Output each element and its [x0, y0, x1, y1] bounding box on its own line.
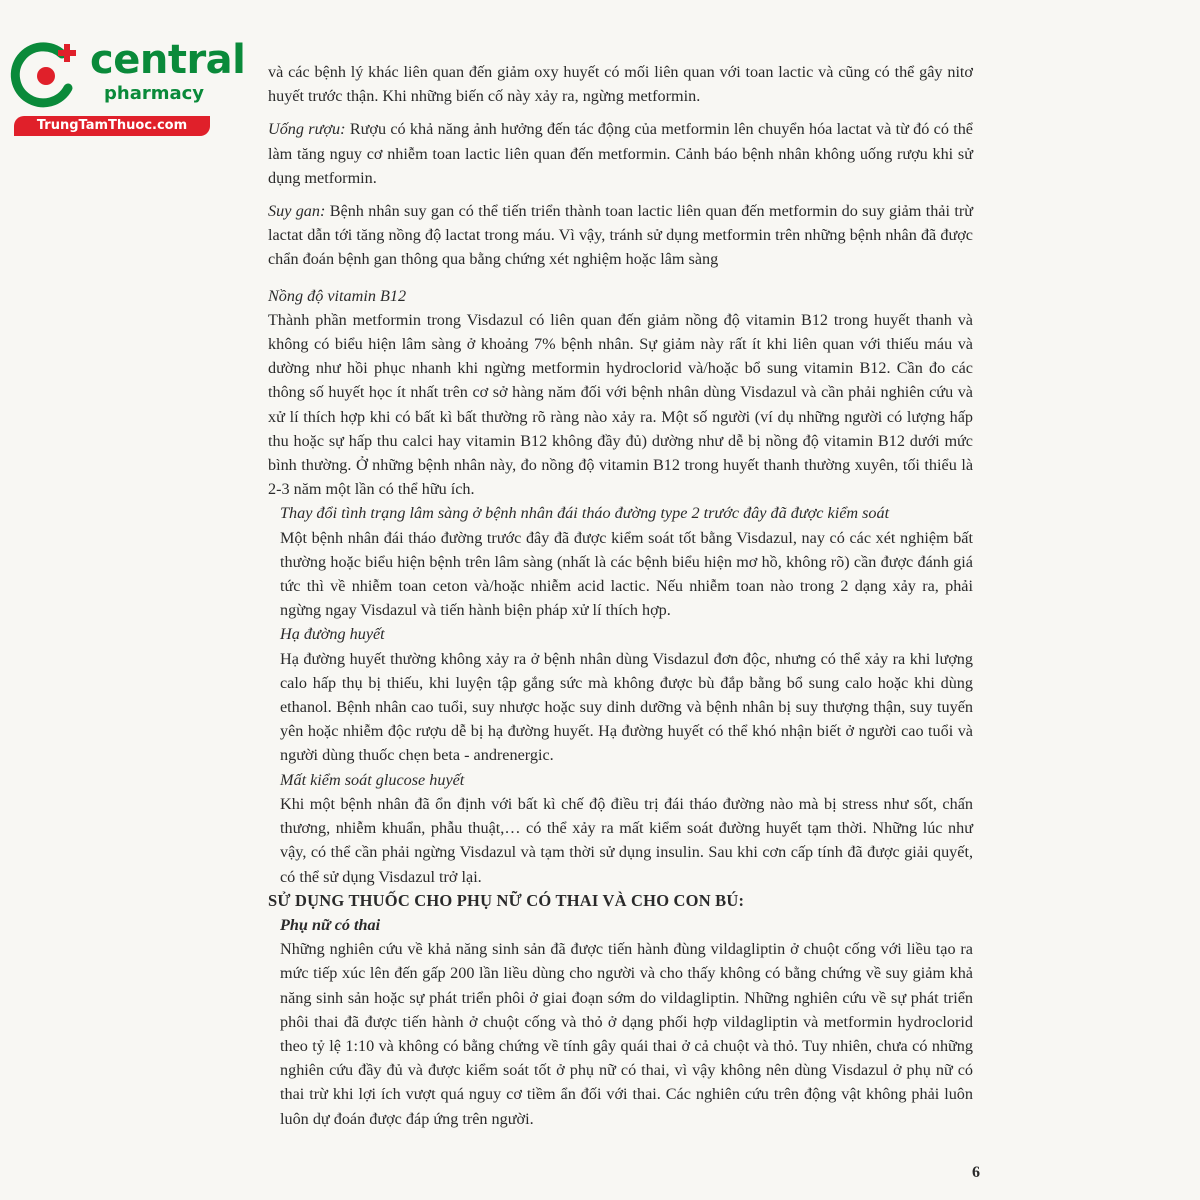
section-heading-pregnancy: SỬ DỤNG THUỐC CHO PHỤ NỮ CÓ THAI VÀ CHO CON BÚ: [268, 890, 745, 910]
label-alcohol: Uống rượu: [268, 120, 346, 139]
logo-website-banner: TrungTamThuoc.com [14, 116, 210, 136]
logo-brand-text: central [90, 37, 246, 83]
heading-clinical-change: Thay đổi tình trạng lâm sàng ở bệnh nhân đái tháo đường type 2 trước đây đã được kiểm soát [280, 504, 890, 523]
heading-pregnant-women: Phụ nữ có thai [280, 915, 381, 934]
paragraph-clinical-change: Một bệnh nhân đái tháo đường trước đây đã được kiểm soát tốt bằng Visdazul, nay có các xét nghiệm bất thường hoặc biểu hiện bệnh trên lâm sàng (nhất là các bệnh biểu hiện mơ hồ, không rõ) cần được đánh giá tức thì về nhiễm toan ceton và/hoặc nhiễm acid lactic. Nếu nhiễm toan nào trong 2 dạng xảy ra, phải ngừng ngay Visdazul và tiến hành biện pháp xử lí thích hợp. [280, 528, 973, 620]
heading-vitamin-b12: Nồng độ vitamin B12 [268, 286, 407, 305]
pharmacy-logo-icon [10, 38, 82, 110]
page-number: 6 [972, 1164, 980, 1181]
paragraph-glucose-control: Khi một bệnh nhân đã ổn định với bất kì chế độ điều trị đái tháo đường nào mà bị stress như sốt, chấn thương, nhiễm khuẩn, phẫu thuật,… có thể xảy ra mất kiểm soát đường huyết tạm thời. Những lúc như vậy, có thể cần phải ngừng Visdazul và tạm thời sử dụng insulin. Sau khi cơn cấp tính đã được giải quyết, có thể sử dụng Visdazul trở lại. [280, 794, 973, 886]
paragraph-hypoglycemia: Hạ đường huyết thường không xảy ra ở bệnh nhân dùng Visdazul đơn độc, nhưng có thể xảy ra khi lượng calo hấp thụ bị thiếu, khi luyện tập gắng sức mà không được bù đắp bằng bổ sung calo hoặc khi dùng ethanol. Bệnh nhân cao tuổi, suy nhược hoặc suy dinh dưỡng và bệnh nhân bị suy thượng thận, suy tuyến yên hoặc nhiễm độc rượu dễ bị hạ đường huyết. Hạ đường huyết có thể khó nhận biết ở người cao tuổi và người dùng thuốc chẹn beta - andrenergic. [280, 649, 973, 765]
paragraph-pregnant-women: Những nghiên cứu về khả năng sinh sản đã được tiến hành đùng vildagliptin ở chuột cống với liều tạo ra mức tiếp xúc lên đến gấp 200 lần liều dùng cho người và cho thấy không có bằng chứng về suy giảm khả năng sinh sản hoặc sự phát triển phôi ở giai đoạn sớm do vildagliptin. Những nghiên cứu về sự phát triển phôi thai đã được tiến hành ở chuột cống và thỏ ở dạng phối hợp vildagliptin và metformin hydroclorid theo tỷ lệ 1:10 và không có bằng chứng về tính gây quái thai ở cả chuột và thỏ. Tuy nhiên, chưa có những nghiên cứu đầy đủ và được kiểm soát tốt ở phụ nữ có thai, vì vậy không nên dùng Visdazul ở phụ nữ có thai trừ khi lợi ích vượt quá nguy cơ tiềm ẩn đối với thai. Các nghiên cứu trên động vật không phải luôn luôn dự đoán được đáp ứng trên người. [280, 940, 973, 1128]
heading-hypoglycemia: Hạ đường huyết [280, 625, 385, 644]
document-body [268, 60, 973, 1131]
text-alcohol: Rượu có khả năng ảnh hưởng đến tác động của metformin lên chuyển hóa lactat và từ đó có thể làm tăng nguy cơ nhiễm toan lactic liên quan đến metformin. Cảnh báo bệnh nhân không uống rượu khi sử dụng metformin. [268, 120, 973, 187]
logo-subtitle: pharmacy [104, 83, 205, 104]
text-liver: Bệnh nhân suy gan có thể tiến triển thành toan lactic liên quan đến metformin do suy giảm thải trừ lactat dẫn tới tăng nồng độ lactat trong máu. Vì vậy, tránh sử dụng metformin trên những bệnh nhân đã được chẩn đoán bệnh gan thông qua bằng chứng xét nghiệm hoặc lâm sàng [268, 202, 973, 269]
paragraph-vitamin-b12: Thành phần metformin trong Visdazul có liên quan đến giảm nồng độ vitamin B12 trong huyết thanh và không có biểu hiện lâm sàng ở khoảng 7% bệnh nhân. Sự giảm này rất ít khi liên quan với thiếu máu và dường như hồi phục nhanh khi ngừng metformin hydroclorid và/hoặc bổ sung vitamin B12. Cần đo các thông số huyết học ít nhất trên cơ sở hàng năm đối với bệnh nhân dùng Visdazul và cần phải nghiên cứu và xử lí thích hợp khi có bất kì bất thường rõ ràng nào xảy ra. Một số người (ví dụ những người có lượng hấp thu hoặc sự hấp thu calci hay vitamin B12 không đầy đủ) dường như dễ bị nồng độ vitamin B12 dưới mức bình thường. Ở những bệnh nhân này, đo nồng độ vitamin B12 trong huyết thanh thường xuyên, tối thiểu là 2-3 năm một lần có thể hữu ích. [268, 310, 973, 499]
label-liver: Suy gan: [268, 202, 326, 221]
paragraph-alcohol [268, 117, 973, 190]
central-pharmacy-logo [10, 36, 246, 146]
paragraph-liver [268, 199, 973, 272]
paragraph-hypoxia: và các bệnh lý khác liên quan đến giảm oxy huyết có mối liên quan với toan lactic và cũng có thể gây nitơ huyết trước thận. Khi những biến cố này xảy ra, ngừng metformin. [268, 63, 973, 106]
heading-glucose-control: Mất kiểm soát glucose huyết [280, 770, 465, 789]
